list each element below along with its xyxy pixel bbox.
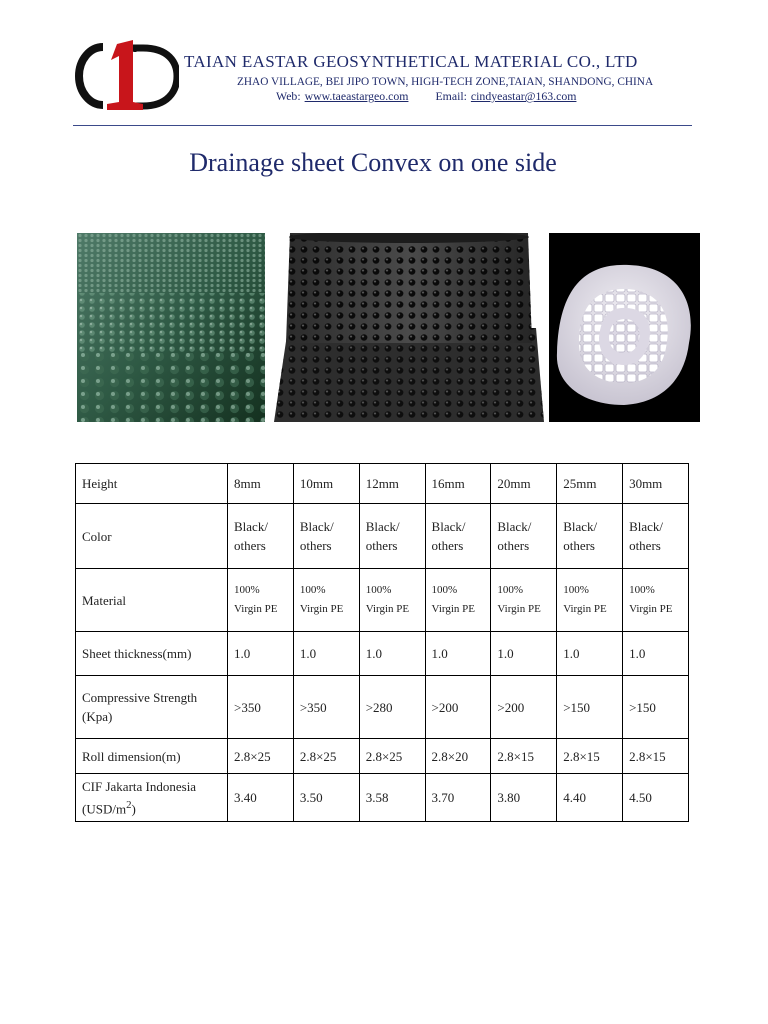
table-row-sheet-thickness [76, 632, 689, 676]
black-drainage-roll-photo [274, 233, 544, 422]
row-label-text: CIF Jakarta Indonesia (USD/m [82, 779, 197, 817]
table-cell: >280 [359, 676, 425, 739]
table-cell: 8mm [228, 464, 294, 504]
table-cell: 1.0 [425, 632, 491, 676]
email-link[interactable]: cindyeastar@163.com [470, 89, 577, 103]
table-cell: 3.40 [228, 774, 294, 822]
white-drainage-roll-photo [549, 233, 700, 422]
company-contact [276, 89, 684, 104]
table-cell: Black/ others [228, 504, 294, 569]
table-cell: 100% Virgin PE [491, 569, 557, 632]
table-cell: 100% Virgin PE [623, 569, 689, 632]
table-cell: >200 [491, 676, 557, 739]
table-cell: 3.80 [491, 774, 557, 822]
row-label-tail: ) [131, 801, 136, 817]
table-cell: 2.8×25 [359, 739, 425, 774]
table-cell: 100% Virgin PE [359, 569, 425, 632]
company-name: TAIAN EASTAR GEOSYNTHETICAL MATERIAL CO., LTD [184, 52, 638, 71]
table-cell: Black/ others [557, 504, 623, 569]
table-cell: 3.70 [425, 774, 491, 822]
table-cell: 1.0 [557, 632, 623, 676]
table-cell: Black/ others [359, 504, 425, 569]
company-address: ZHAO VILLAGE, BEI JIPO TOWN, HIGH-TECH ZONE,TAIAN, SHANDONG, CHINA [237, 76, 654, 88]
table-cell: 2.8×15 [623, 739, 689, 774]
table-row-color [76, 504, 689, 569]
table-cell: 2.8×25 [228, 739, 294, 774]
table-cell: 3.58 [359, 774, 425, 822]
table-cell: 2.8×25 [293, 739, 359, 774]
table-row-roll-dimension [76, 739, 689, 774]
table-row-compressive-strength [76, 676, 689, 739]
specification-table [75, 463, 689, 822]
table-cell: 1.0 [228, 632, 294, 676]
web-label: Web: [276, 89, 301, 103]
row-label [76, 774, 228, 822]
table-cell: 25mm [557, 464, 623, 504]
table-cell: 2.8×15 [491, 739, 557, 774]
row-label: Roll dimension(m) [76, 739, 228, 774]
table-row-price [76, 774, 689, 822]
table-cell: 100% Virgin PE [228, 569, 294, 632]
company-logo [73, 38, 179, 114]
table-cell: >150 [557, 676, 623, 739]
table-cell: 3.50 [293, 774, 359, 822]
table-cell: 16mm [425, 464, 491, 504]
table-cell: 2.8×20 [425, 739, 491, 774]
table-row-height [76, 464, 689, 504]
table-cell: >350 [293, 676, 359, 739]
table-cell: >150 [623, 676, 689, 739]
table-cell: 4.50 [623, 774, 689, 822]
table-cell: >200 [425, 676, 491, 739]
email-label: Email: [435, 89, 467, 103]
green-drainage-sheet-photo [77, 233, 265, 422]
website-link[interactable]: www.taeastargeo.com [304, 89, 409, 103]
table-cell: Black/ others [293, 504, 359, 569]
table-cell: 100% Virgin PE [557, 569, 623, 632]
table-cell: 1.0 [359, 632, 425, 676]
row-label: Compressive Strength (Kpa) [76, 676, 228, 739]
table-cell: 30mm [623, 464, 689, 504]
table-cell: 20mm [491, 464, 557, 504]
header-divider [73, 125, 692, 126]
row-label: Material [76, 569, 228, 632]
table-cell: 1.0 [623, 632, 689, 676]
row-label: Color [76, 504, 228, 569]
table-cell: 10mm [293, 464, 359, 504]
table-cell: 1.0 [491, 632, 557, 676]
table-cell: 100% Virgin PE [425, 569, 491, 632]
document-title: Drainage sheet Convex on one side [189, 148, 557, 177]
table-cell: 1.0 [293, 632, 359, 676]
table-cell: 4.40 [557, 774, 623, 822]
table-cell: 12mm [359, 464, 425, 504]
table-cell: Black/ others [623, 504, 689, 569]
row-label-superscript: 2 [126, 799, 132, 811]
table-cell: 100% Virgin PE [293, 569, 359, 632]
table-row-material [76, 569, 689, 632]
table-cell: >350 [228, 676, 294, 739]
row-label: Height [76, 464, 228, 504]
company-info [184, 52, 684, 104]
table-cell: 2.8×15 [557, 739, 623, 774]
table-cell: Black/ others [425, 504, 491, 569]
table-cell: Black/ others [491, 504, 557, 569]
row-label: Sheet thickness(mm) [76, 632, 228, 676]
